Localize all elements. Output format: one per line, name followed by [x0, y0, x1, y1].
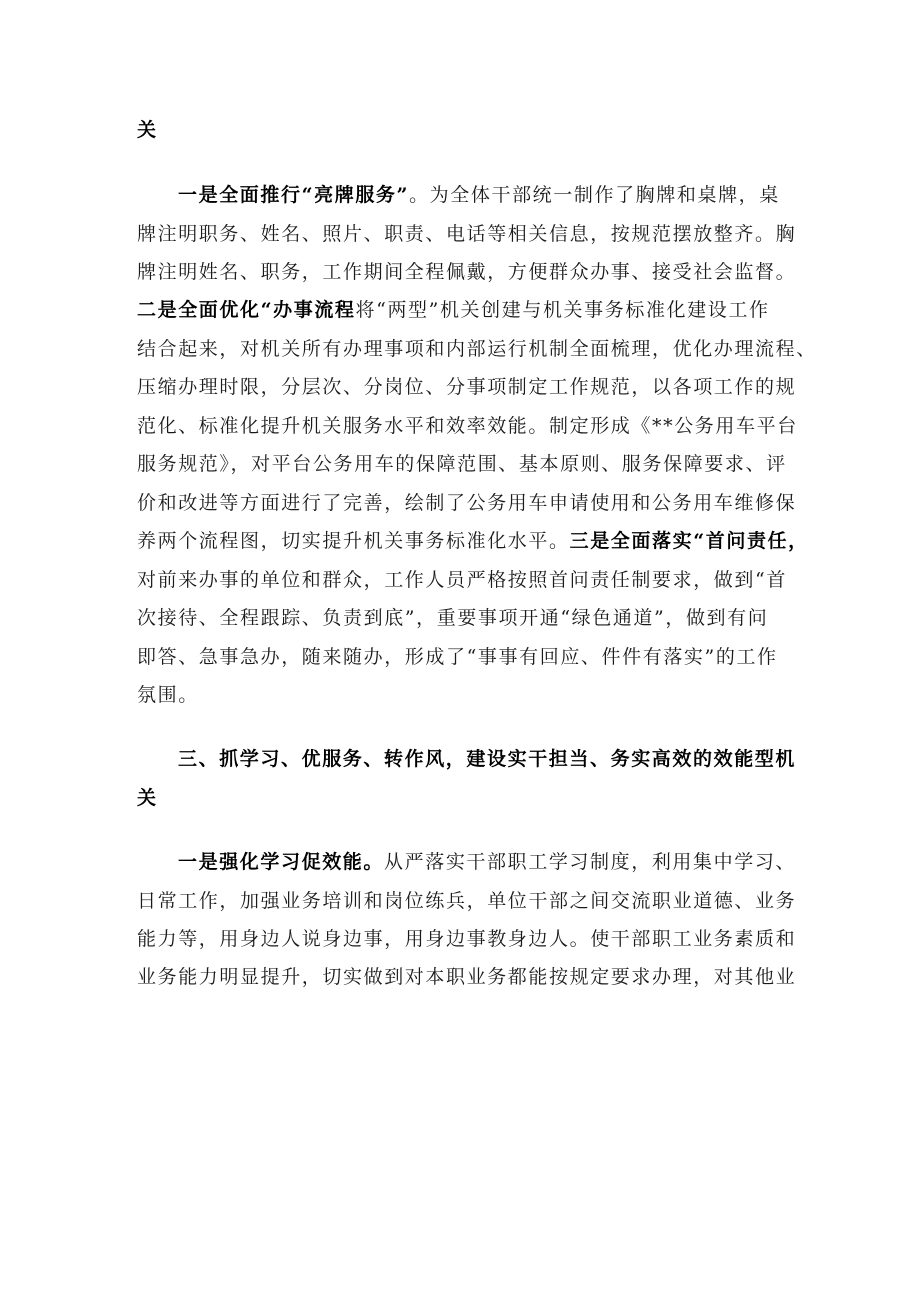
- paragraph-line: 次接待、全程跟踪、负责到底”，重要事项开通“绿色通道”，做到有问: [137, 607, 769, 629]
- paragraph-line: [137, 529, 809, 553]
- text-run: 养两个流程图，切实提升机关事务标准化水平。: [137, 530, 570, 552]
- text-run: 。为全体干部统一制作了胸牌和桌牌，桌: [409, 184, 780, 206]
- section-heading: 关: [137, 787, 158, 809]
- section-heading: 三、抓学习、优服务、转作风，建设实干担当、务实高效的效能型机: [178, 748, 797, 770]
- paragraph-line: [137, 298, 770, 322]
- paragraph-line: 业务能力明显提升，切实做到对本职业务都能按规定要求办理，对其他业: [137, 966, 797, 988]
- paragraph-line: [178, 183, 780, 207]
- bold-lead-phrase: 二是全面优化“办事流程: [137, 299, 356, 321]
- paragraph-line: 牌注明姓名、职务，工作期间全程佩戴，方便群众办事、接受社会监督。: [137, 261, 797, 283]
- text-run: 从严落实干部职工学习制度，利用集中学习、: [384, 851, 797, 873]
- section-heading-continuation: 关: [137, 119, 158, 141]
- bold-lead-phrase: 一是强化学习促效能。: [178, 851, 385, 873]
- paragraph-line: 能力等，用身边人说身边事，用身边事教身边人。使干部职工业务素质和: [137, 928, 797, 950]
- paragraph-line: 范化、标准化提升机关服务水平和效率效能。制定形成《**公务用车平台: [137, 415, 798, 437]
- paragraph-line: 压缩办理时限，分层次、分岗位、分事项制定工作规范，以各项工作的规: [137, 376, 797, 398]
- paragraph-line: 氛围。: [137, 684, 199, 706]
- paragraph-line: [178, 850, 796, 874]
- text-run: 将“两型”机关创建与机关事务标准化建设工作: [355, 299, 770, 321]
- paragraph-line: 结合起来，对机关所有办理事项和内部运行机制全面梳理，优化办理流程、: [137, 338, 817, 360]
- paragraph-line: 服务规范》，对平台公务用车的保障范围、基本原则、服务保障要求、评: [137, 453, 787, 475]
- paragraph-line: 即答、急事急办，随来随办，形成了“事事有回应、件件有落实”的工作: [137, 646, 778, 668]
- paragraph-line: 价和改进等方面进行了完善，绘制了公务用车申请使用和公务用车维修保: [137, 492, 797, 514]
- bold-lead-phrase: 一是全面推行“亮牌服务”: [178, 184, 410, 206]
- paragraph-line: 牌注明职务、姓名、照片、职责、电话等相关信息，按规范摆放整齐。胸: [137, 223, 797, 245]
- paragraph-line: 对前来办事的单位和群众，工作人员严格按照首问责任制要求，做到“首: [137, 569, 787, 591]
- bold-lead-phrase: 三是全面落实“首问责任，: [569, 530, 809, 552]
- paragraph-line: 日常工作，加强业务培训和岗位练兵，单位干部之间交流职业道德、业务: [137, 890, 797, 912]
